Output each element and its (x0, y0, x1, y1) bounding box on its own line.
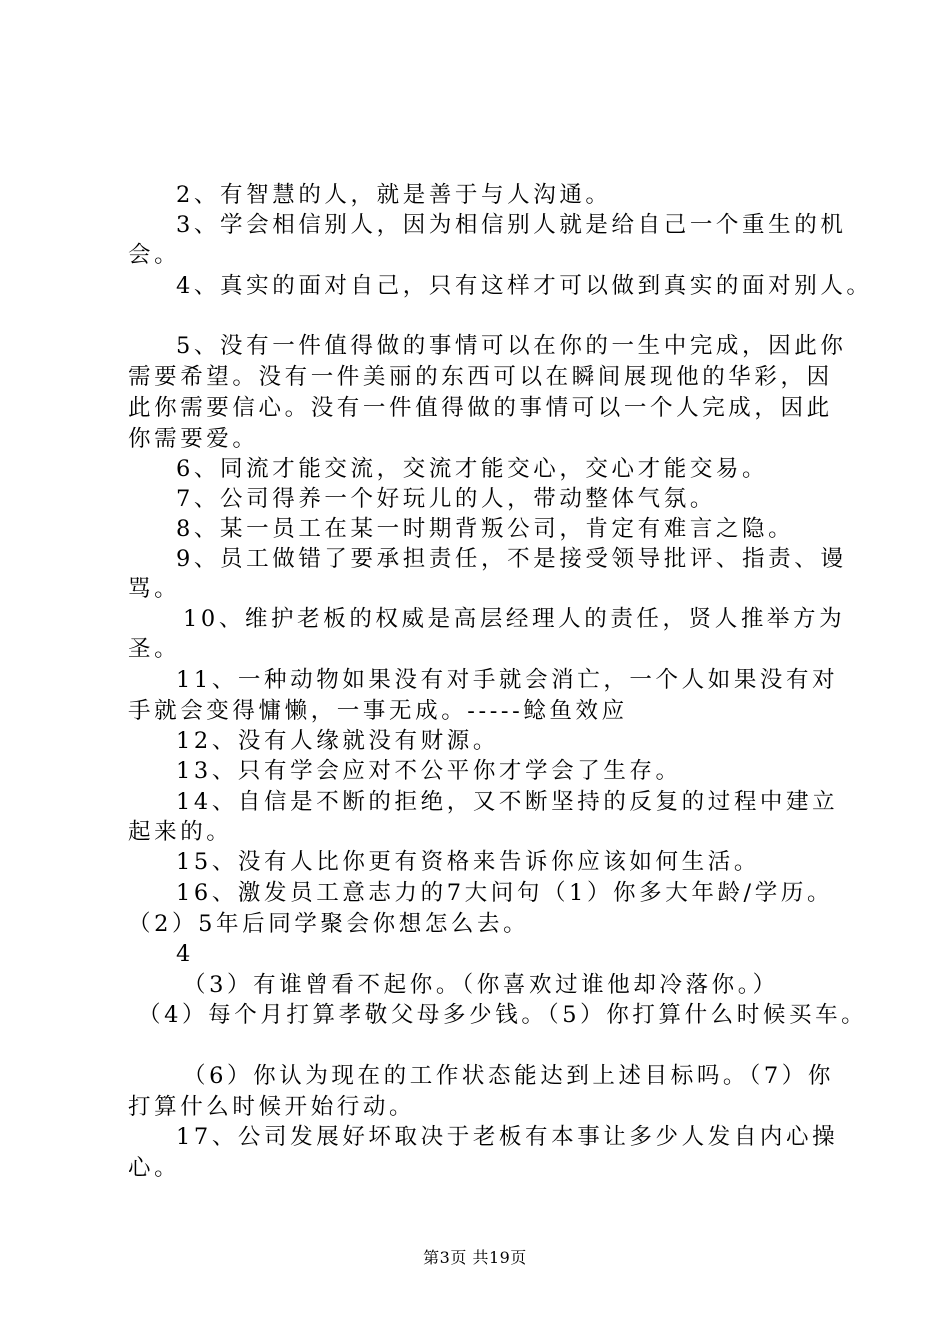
text-line: （6）你认为现在的工作状态能达到上述目标吗。（7）你 (183, 1063, 834, 1089)
text-line: 3、学会相信别人，因为相信别人就是给自己一个重生的机 (176, 212, 847, 238)
text-line: 17、公司发展好坏取决于老板有本事让多少人发自内心操 (176, 1124, 839, 1150)
text-line: 15、没有人比你更有资格来告诉你应该如何生活。 (176, 849, 760, 875)
text-line: 7、公司得养一个好玩儿的人，带动整体气氛。 (176, 486, 716, 512)
text-line: 骂。 (128, 576, 181, 602)
text-line: 4 (176, 941, 194, 967)
text-line: 心。 (128, 1155, 181, 1181)
text-line: 5、没有一件值得做的事情可以在你的一生中完成，因此你 (176, 333, 847, 359)
text-line: 14、自信是不断的拒绝，又不断坚持的反复的过程中建立 (176, 789, 839, 815)
text-line: 10、维护老板的权威是高层经理人的责任，贤人推举方为 (183, 606, 846, 632)
text-line: 你需要爱。 (128, 426, 259, 452)
text-line: 打算什么时候开始行动。 (128, 1094, 416, 1120)
text-line: 此你需要信心。没有一件值得做的事情可以一个人完成，因此 (128, 395, 833, 421)
text-line: 16、激发员工意志力的7大问句（1）你多大年龄/学历。 (176, 880, 834, 906)
text-line: 9、员工做错了要承担责任，不是接受领导批评、指责、谩 (176, 546, 847, 572)
text-line: 起来的。 (128, 819, 233, 845)
text-line: 12、没有人缘就没有财源。 (176, 728, 499, 754)
text-line: 手就会变得慵懒，一事无成。-----鲶鱼效应 (128, 698, 628, 724)
text-line: 11、一种动物如果没有对手就会消亡，一个人如果没有对 (176, 667, 839, 693)
text-line: 13、只有学会应对不公平你才学会了生存。 (176, 758, 682, 784)
page-number-footer: 第3页 共19页 (423, 1248, 527, 1267)
text-line: 4、真实的面对自己，只有这样才可以做到真实的面对别人。 (176, 273, 873, 299)
text-line: 6、同流才能交流，交流才能交心，交心才能交易。 (176, 456, 769, 482)
text-line: 2、有智慧的人，就是善于与人沟通。 (176, 182, 612, 208)
text-line: 需要希望。没有一件美丽的东西可以在瞬间展现他的华彩，因 (128, 364, 833, 390)
text-line: （2）5年后同学聚会你想怎么去。 (128, 911, 530, 937)
text-line: 圣。 (128, 636, 181, 662)
text-line: （4）每个月打算孝敬父母多少钱。（5）你打算什么时候买车。 (138, 1002, 868, 1028)
text-line: （3）有谁曾看不起你。（你喜欢过谁他却冷落你。） (183, 972, 779, 998)
text-line: 8、某一员工在某一时期背叛公司，肯定有难言之隐。 (176, 516, 795, 542)
text-line: 会。 (128, 242, 181, 268)
